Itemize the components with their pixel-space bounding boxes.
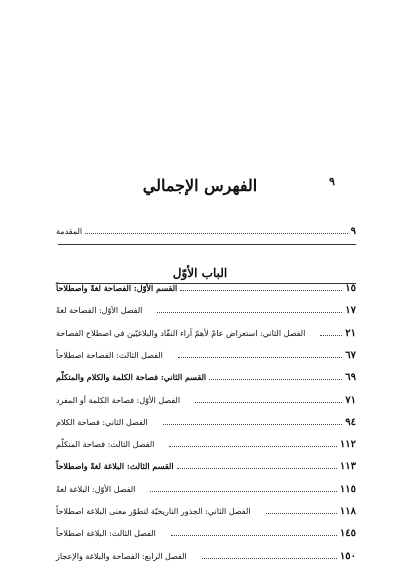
toc-entry-title: الفصل الثالث: فصاحة المتكلّم: [56, 440, 155, 450]
toc-entry-page: ٩: [350, 226, 356, 237]
toc-leader-dots: [320, 326, 342, 336]
toc-entry-page: ١١٥: [339, 483, 356, 495]
toc-entry-page: ١٤٥: [339, 528, 356, 540]
toc-chapter-entry: [56, 303, 356, 317]
toc-chapter-entry: [56, 326, 356, 340]
toc-entry-page: ١٥: [345, 283, 356, 294]
toc-entry-page: ١١٨: [339, 506, 356, 517]
toc-leader-dots: [195, 393, 342, 403]
toc-entry-page: ١٧: [345, 305, 356, 317]
toc-part-entry: [56, 370, 356, 384]
page-title: الفهرس الإجمالي: [142, 176, 258, 195]
toc-entry-title: الفصل الأوّل: فصاحة الكلمة أو المفرد: [56, 395, 181, 405]
toc-entry-page: ٧١: [345, 394, 356, 406]
toc-part-entry: [56, 281, 356, 295]
toc-leader-dots: [169, 437, 337, 447]
page-number: ٩: [329, 175, 335, 188]
toc-chapter-entry: [56, 437, 356, 451]
toc-entry-page: ١٥٠: [339, 550, 356, 562]
toc-entry-title: الفصل الرابع: الفصاحة والبلاغة والإعجاز: [56, 551, 187, 561]
toc-entry-title: الفصل الثاني: استعراض عامّ لأهمّ آراء النقّاد والبلاغيّين في اصطلاح الفصاحة: [56, 328, 306, 338]
toc-entry-page: ٩٤: [345, 416, 356, 428]
toc-leader-dots: [178, 348, 342, 358]
toc-entry-title: الفصل الأوّل: الفصاحة لغةً: [56, 306, 143, 316]
toc-leader-dots: [85, 224, 348, 234]
toc-leader-dots: [209, 370, 342, 380]
toc-chapter-entry: [56, 348, 356, 362]
toc-chapter-entry: [56, 482, 356, 496]
toc-entry-page: ٢١: [345, 327, 356, 339]
toc-entry-title: القسم الثاني: فصاحة الكلمة والكلام والمتكلّم: [56, 372, 207, 383]
toc-entry-title: الفصل الثالث: الفصاحة اصطلاحاً: [56, 350, 163, 360]
divider: [58, 244, 356, 245]
toc-leader-dots: [150, 482, 336, 492]
toc-entry-title: القسم الثالث: البلاغة لغةً واصطلاحاً: [56, 461, 174, 472]
toc-entry-page: ١١٣: [339, 461, 356, 473]
toc-chapter-entry: [56, 526, 356, 540]
toc-part-entry: [56, 459, 356, 473]
toc-entry-title: الفصل الثاني: الجذور التاريخيّة لتطوّر معنى البلاغة اصطلاحاً: [56, 507, 251, 516]
toc-leader-dots: [202, 549, 337, 559]
toc-intro-entry: [56, 224, 356, 238]
toc-chapter-entry: [56, 415, 356, 429]
toc-chapter-entry: [56, 549, 356, 563]
toc-entry-page: ١١٢: [339, 439, 356, 451]
toc-leader-dots: [157, 303, 342, 313]
toc-chapter-entry: [56, 504, 356, 518]
toc-leader-dots: [266, 504, 337, 514]
toc-entry-page: ٦٧: [345, 349, 356, 361]
toc-entry-title: المقدمة: [56, 227, 83, 236]
toc-leader-dots: [163, 415, 343, 425]
toc-leader-dots: [177, 459, 337, 469]
toc-chapter-entry: [56, 393, 356, 407]
toc-leader-dots: [171, 526, 337, 536]
toc-entry-title: الفصل الأوّل: البلاغة لغةً: [56, 484, 136, 494]
section-title: الباب الأوّل: [172, 266, 228, 280]
toc-entry-title: الفصل الثاني: فصاحة الكلام: [56, 417, 148, 427]
toc-entry-title: الفصل الثالث: البلاغة اصطلاحاً: [56, 529, 156, 539]
toc-entry-title: القسم الأوّل: الفصاحة لغةً واصطلاحاً: [56, 283, 178, 293]
toc-leader-dots: [180, 281, 342, 291]
toc-entry-page: ٦٩: [345, 372, 356, 384]
